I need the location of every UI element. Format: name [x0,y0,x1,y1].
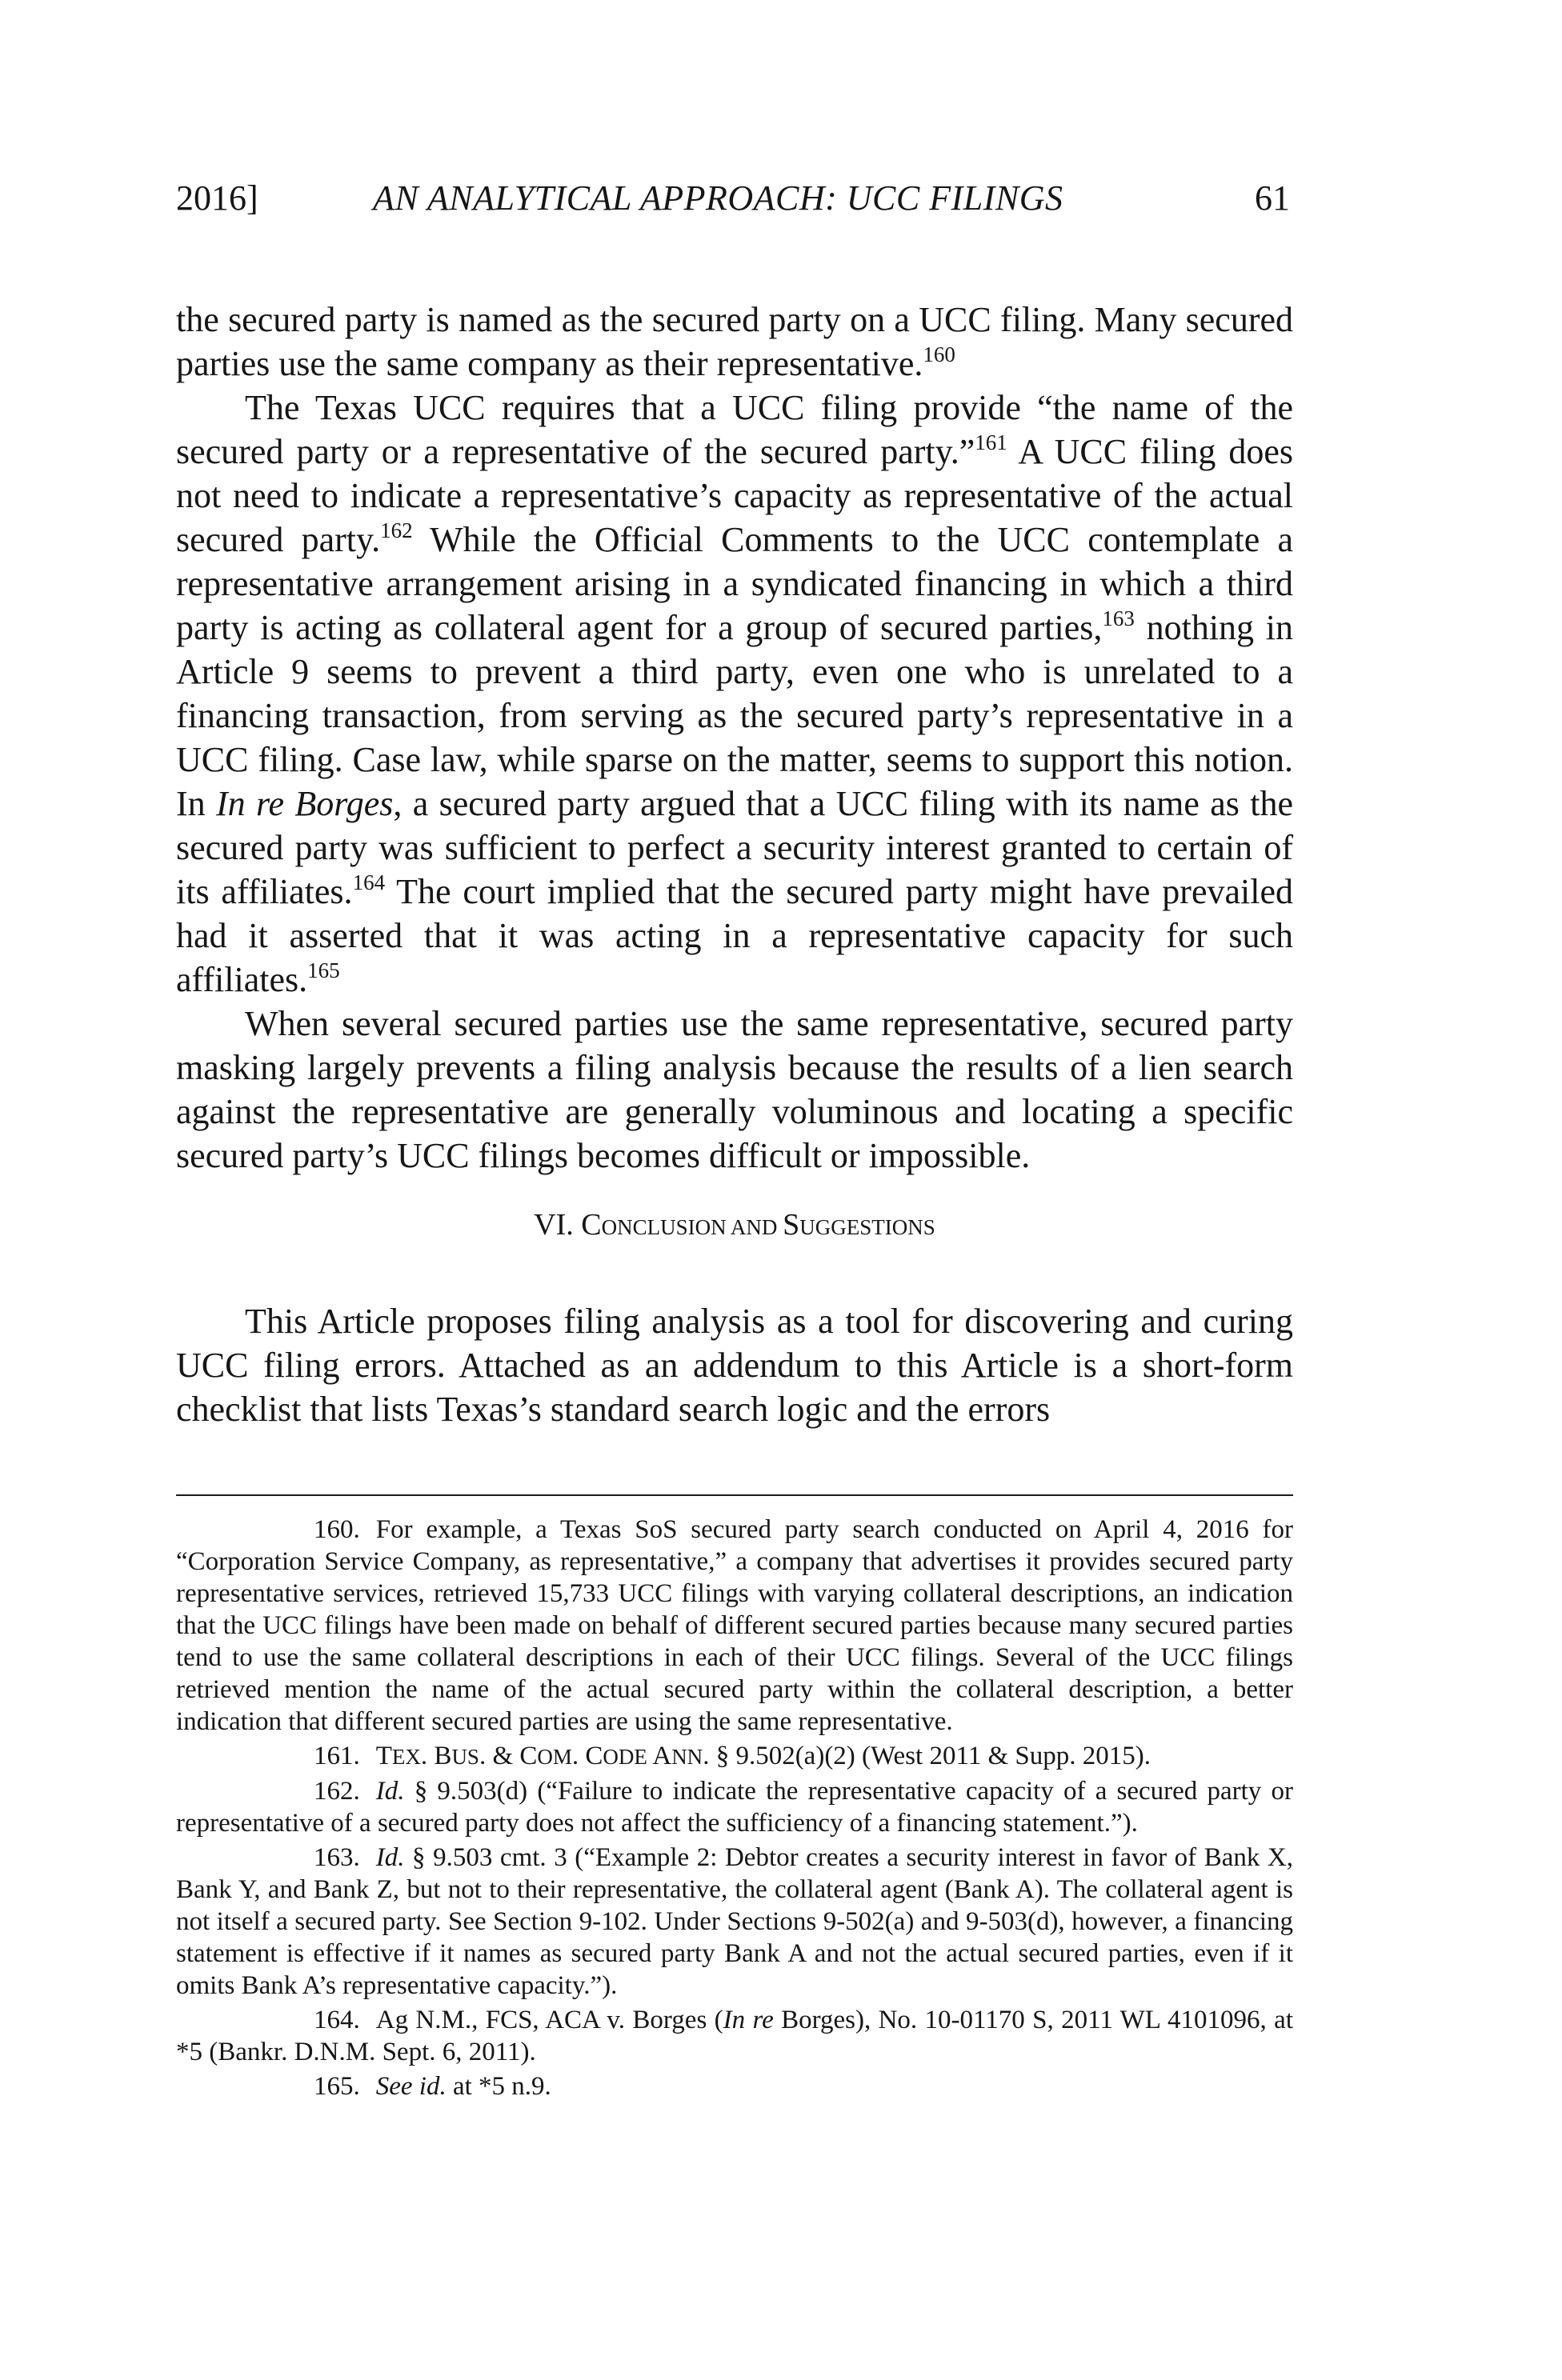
running-header [176,174,1290,222]
header-year: 2016] [176,178,258,218]
footnote-text: at *5 n.9. [446,2072,551,2101]
paragraph-2-text-5: , a secured party argued that a UCC filing with its name as the secured party was sufficient to perfect a security interest granted to certain of its affiliates. [176,784,1293,911]
footnotes [176,1514,1293,2102]
footnote-text: Borges), No. 10-01170 S, 2011 WL 4101096, at *5 (Bankr. D.N.M. Sept. 6, 2011). [176,2006,1293,2066]
footnote-number: 161. [314,1742,360,1770]
page-number: 61 [1255,178,1290,218]
citation-part: EX [391,1745,421,1769]
footnote-number: 165. [314,2072,360,2101]
paragraph-4: This Article proposes filing analysis as a tool for discovering and curing UCC filing errors. Attached as an addendum to this Article is a short-form checklist that lists Texas’s standard search logic and the errors [176,1302,1293,1429]
footnote-number: 163. [314,1843,360,1872]
paragraph-2-text-4: nothing in Article 9 seems to prevent a third party, even one who is unrelated to a financing transaction, from serving as the secured party’s representative in a UCC filing. Case law, while sparse on the matter, seems to support this notion. In [176,608,1293,823]
footnote-case-signal: In re [723,2006,774,2034]
paragraph-2-text-6: The court implied that the secured party might have prevailed had it asserted that it was acting in a representative capacity for such affiliates. [176,872,1293,999]
citation-part: OM [537,1745,572,1769]
footnote-161 [176,1740,1293,1773]
footnote-164 [176,2004,1293,2068]
citation-part: ODE [603,1745,647,1769]
footnote-ref-162[interactable]: 162 [380,518,413,542]
footnote-163 [176,1842,1293,2002]
citation-part: . § 9.502(a)(2) (West 2011 & Supp. 2015). [703,1742,1151,1770]
footnote-text: For example, a Texas SoS secured party search conducted on April 4, 2016 for “Corporation Service Company, as representative,” a company that advertises it provides secured party representative services, retrieved 15,733 UCC filings with varying collateral descriptions, an indication that the UCC filings have been made on behalf of different secured parties because many secured parties tend to use the same collateral descriptions in each of their UCC filings. Several of the UCC filings retrieved mention the name of the actual secured party within the collateral description, a better indication that different secured parties are using the same representative. [176,1515,1293,1736]
footnote-ref-161[interactable]: 161 [975,430,1007,454]
footnote-id-signal: Id. [375,1777,405,1806]
citation-part: T [375,1742,392,1770]
citation-part: . & C [479,1742,538,1770]
paragraph-1 [176,298,1293,386]
footnote-number: 160. [314,1515,360,1544]
paragraph-2 [176,386,1293,1002]
citation-part: NN [671,1745,703,1769]
paragraph-2-text-3: While the Official Comments to the UCC contemplate a representative arrangement arising in a syndicated financing in which a third party is acting as collateral agent for a group of secured parties, [176,520,1293,647]
section-heading [176,1203,1293,1250]
footnote-text: § 9.503(d) (“Failure to indicate the representative capacity of a secured party or representative of a secured party does not affect the sufficiency of a financing statement.”). [176,1777,1293,1838]
footnote-id-signal: Id. [375,1843,405,1872]
footnote-text: Ag N.M., FCS, ACA v. Borges ( [375,2006,723,2034]
heading-smallcaps-1: ONCLUSION AND [601,1215,783,1239]
case-name: In re Borges [216,784,394,823]
footnote-number: 162. [314,1777,360,1806]
heading-cap-1: C [581,1208,602,1242]
footnote-ref-165[interactable]: 165 [307,958,340,982]
footnote-number: 164. [314,2006,360,2034]
body-text-lower [176,1299,1293,1431]
paragraph-2-text-1: The Texas UCC requires that a UCC filing provide “the name of the secured party or a representative of the secured party.” [176,388,1293,471]
footnote-text: § 9.503 cmt. 3 (“Example 2: Debtor creates a security interest in favor of Bank X, Bank Y, and Bank Z, but not to their representative, the collateral agent (Bank A). The collateral agent is not itself a secured party. See Section 9-102. Under Sections 9-502(a) and 9-503(d), however, a financing statement is effective if it names as secured party Bank A and not the actual secured parties, even if it omits Bank A’s representative capacity.”). [176,1843,1293,2000]
heading-smallcaps-2: UGGESTIONS [799,1215,935,1239]
header-title: AN ANALYTICAL APPROACH: UCC FILINGS [373,178,1063,218]
citation-part: . C [571,1742,603,1770]
heading-cap-2: S [783,1208,800,1242]
footnote-see-signal: See id. [375,2072,447,2101]
footnote-ref-163[interactable]: 163 [1102,606,1135,630]
paragraph-1-text: the secured party is named as the secured party on a UCC filing. Many secured parties use the same company as their representative. [176,300,1293,383]
footnote-divider [176,1494,1293,1496]
footnote-ref-160[interactable]: 160 [923,342,955,366]
footnote-165 [176,2070,1293,2102]
body-text-upper [176,298,1293,1178]
citation-part: US [451,1745,479,1769]
paragraph-2-text-2: A UCC filing does not need to indicate a representative’s capacity as representative of the actual secured party. [176,432,1293,559]
footnote-ref-164[interactable]: 164 [352,870,386,894]
paragraph-3: When several secured parties use the same representative, secured party masking largely prevents a filing analysis because the results of a lien search against the representative are generally voluminous and locating a specific secured party’s UCC filings becomes difficult or impossible. [176,1004,1293,1175]
footnote-160 [176,1514,1293,1738]
citation-part: A [647,1742,672,1770]
section-numeral: VI. [534,1208,574,1242]
citation-part: . B [420,1742,452,1770]
footnote-162 [176,1775,1293,1839]
